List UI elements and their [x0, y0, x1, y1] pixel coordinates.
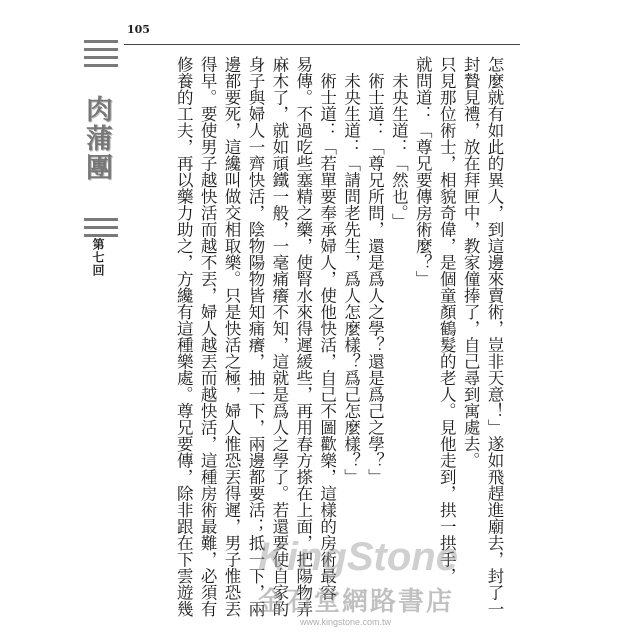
- side-title-banner: [81, 40, 118, 240]
- text-column: 邊都要死，這纔叫做交相取樂。只是快活之極，婦人惟恐丟得遲，男子惟恐丟: [222, 56, 242, 617]
- watermark-brand-latin: KingStone: [258, 535, 458, 579]
- banner-band: [84, 48, 118, 51]
- banner-band: [84, 64, 118, 67]
- book-title: 肉蒲團: [81, 95, 112, 182]
- text-column: 身子與婦人一齊快活，陰物陽物皆知痛癢，抽一下，兩邊都要活；抵一下，兩: [245, 56, 265, 617]
- banner-band: [84, 40, 118, 43]
- text-column: 就問道：「尊兄要傳房術麼？」: [413, 56, 433, 287]
- text-column: 得早。要使男子越快活而越不丟，婦人越丟而越快活，這種房術最難，必須有: [198, 56, 218, 617]
- text-column: 術士道：「尊兄所問，還是爲人之學？還是爲己之學？」: [365, 56, 385, 485]
- watermark-brand-chinese: 金石堂網路書店: [258, 587, 455, 617]
- chapter-label: 第七回: [91, 238, 105, 277]
- text-column: 麻木了，就如頑鐵一般，一毫痛癢不知，這就是爲人之學了。若還要使自家的: [269, 56, 289, 617]
- page-number: 105: [127, 23, 150, 36]
- watermark-url: www.kingstone.com.tw: [300, 617, 392, 627]
- text-column: 易傳。不過吃些塞精之藥，使腎水來得遲緩些，再用春方搽在上面，把陽物弄: [293, 56, 313, 617]
- text-column: 修養的工夫，再以藥力助之，方纔有這種樂處。尊兄要傳，除非跟在下雲遊幾: [174, 56, 194, 617]
- header-rule: [124, 44, 520, 45]
- text-column: 只見那位術士，相貌奇偉，是個童顏鶴髮的老人。見他走到，拱一拱手，: [437, 56, 457, 584]
- banner-band: [84, 234, 118, 237]
- text-column: 封贄見禮，放在拜匣中，教家僮捧了，自己尋到寓處去。: [461, 56, 481, 469]
- banner-band: [84, 218, 118, 221]
- text-column: 未央生道：「請問老先生，爲人怎麼樣？爲己怎麼樣？」: [341, 56, 361, 485]
- text-column: 術士道：「若單要奉承婦人，使他快活，自己不圖歡樂，這樣的房術最容: [317, 56, 337, 601]
- banner-band: [84, 226, 118, 229]
- kingstone-watermark: [258, 535, 478, 625]
- banner-band: [84, 56, 118, 59]
- text-column: 怎麼就有如此的異人，到這邊來賣術，豈非天意！」遂如飛趕進廟去，封了一: [485, 56, 504, 617]
- text-column: 未央生道：「然也。」: [389, 56, 409, 230]
